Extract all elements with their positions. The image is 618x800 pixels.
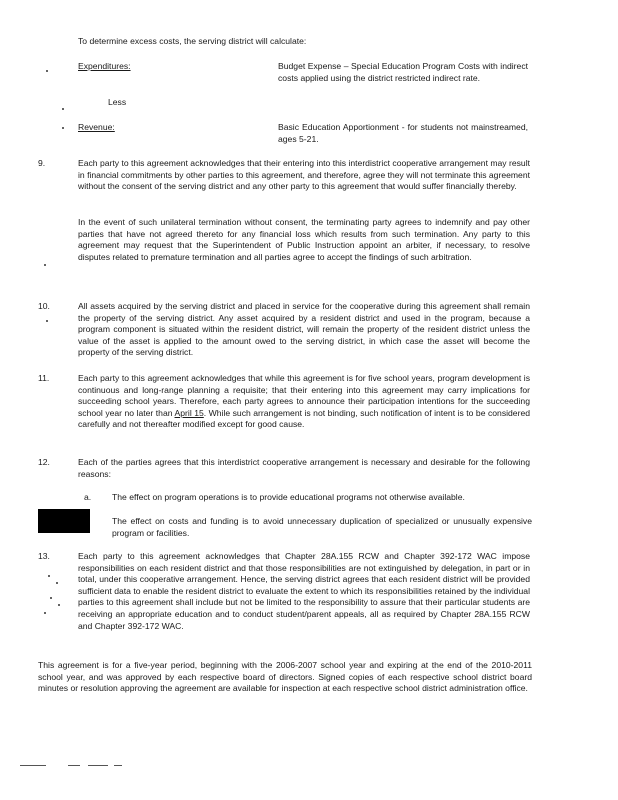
section-13-paragraph: Each party to this agreement acknowledges that Chapter 28A.155 RCW and Chapter 392-172 WAC impose responsibilities on each resident district and that those responsibilities are not extinguished by delegation, in part or in total, under this cooperative arrangement. Hence, the serving district agrees that each resident district will be provided sufficient data to enable the resident district to evaluate the extent to which its responsibilities retained by the individual parties to this agreement shall include but not be limited to the responsibility to assure that their particular students are receiving an appropriate education and to conduct student/parent appeals, all as required by Chapter 28A.155 RCW and Chapter 392-172 WAC. [78, 551, 530, 631]
redaction-box [38, 509, 90, 533]
scan-speck [44, 264, 46, 266]
section-11-text-end: . While such arrangement is not binding, such notification of intent is to be considered carefully and not thereafter modified except for good cause. [78, 407, 531, 430]
section-11-text-start: Each party to this agreement acknowledges that while this agreement is for five school years, program development is continuous and long-range planning a requisite; that their entering into this agreement may carry implications for succeeding school years. Therefore, each party agrees to announce their participation intentions for the succeeding school year no later than [78, 373, 530, 418]
section-12-item-a-text: The effect on program operations is to provide educational programs not otherwise available. [112, 492, 465, 502]
scan-mark [20, 765, 46, 766]
scan-speck [44, 612, 46, 614]
section-number-9: 9. [38, 158, 46, 168]
scan-speck [56, 582, 58, 584]
section-12-paragraph: Each of the parties agrees that this interdistrict cooperative arrangement is necessary and desirable for the following reasons: [78, 457, 530, 479]
section-11-paragraph [78, 373, 530, 431]
scan-speck [62, 127, 64, 129]
expenditures-text: Budget Expense – Special Education Program Costs with indirect costs applied using the district restricted indirect rate. [278, 61, 528, 83]
expenditures-label: Expenditures: [78, 61, 131, 71]
scan-mark [114, 765, 122, 766]
section-number-11: 11. [38, 373, 50, 383]
scan-speck [46, 320, 48, 322]
section-10-paragraph: All assets acquired by the serving district and placed in service for the cooperative during this agreement shall remain the property of the serving district. Any asset acquired by a resident district and used in the program, because a program component is situated within the resident district, will remain the property of the resident district unless the value of the asset is applied to the amount owed to the serving district, in which case the asset will become the property of the serving district. [78, 301, 530, 358]
scan-speck [46, 70, 48, 72]
revenue-text: Basic Education Apportionment - for students not mainstreamed, ages 5-21. [278, 122, 528, 144]
less-text: Less [108, 97, 127, 107]
section-12-item-a-label: a. [84, 492, 92, 502]
revenue-label: Revenue: [78, 122, 115, 132]
scan-speck [62, 108, 64, 110]
section-11-deadline-date: April 15 [174, 407, 204, 418]
section-9-paragraph-2: In the event of such unilateral termination without consent, the terminating party agrees to indemnify and pay other parties that have not agreed thereto for any financial loss which results from such termination. Any party to this agreement may request that the Superintendent of Public Instruction appoint an arbiter, if necessary, to resolve disputes related to premature termination and all parties agree to accept the findings of such arbitration. [78, 217, 530, 262]
section-number-13: 13. [38, 551, 50, 561]
intro-text: To determine excess costs, the serving district will calculate: [78, 36, 307, 46]
scan-speck [50, 597, 52, 599]
scan-mark [68, 765, 80, 766]
section-12-item-b-text: The effect on costs and funding is to avoid unnecessary duplication of specialized or unusually expensive program or facilities. [112, 516, 532, 538]
closing-paragraph: This agreement is for a five-year period, beginning with the 2006-2007 school year and expiring at the end of the 2010-2011 school year, and was approved by each respective board of directors. Signed copies of each respective school district board minutes or resolution approving the agreement are available for inspection at each respective school district administration office. [38, 660, 532, 694]
scan-speck [58, 604, 60, 606]
section-number-10: 10. [38, 301, 50, 311]
section-9-paragraph-1: Each party to this agreement acknowledges that their entering into this interdistrict cooperative arrangement may result in financial commitments by other parties to this agreement, and therefore, agree they will not terminate this agreement without the consent of the serving district and any other party to this agreement that would suffer financially thereby. [78, 158, 530, 192]
section-number-12: 12. [38, 457, 50, 467]
scan-speck [48, 575, 50, 577]
scan-mark [88, 765, 108, 766]
